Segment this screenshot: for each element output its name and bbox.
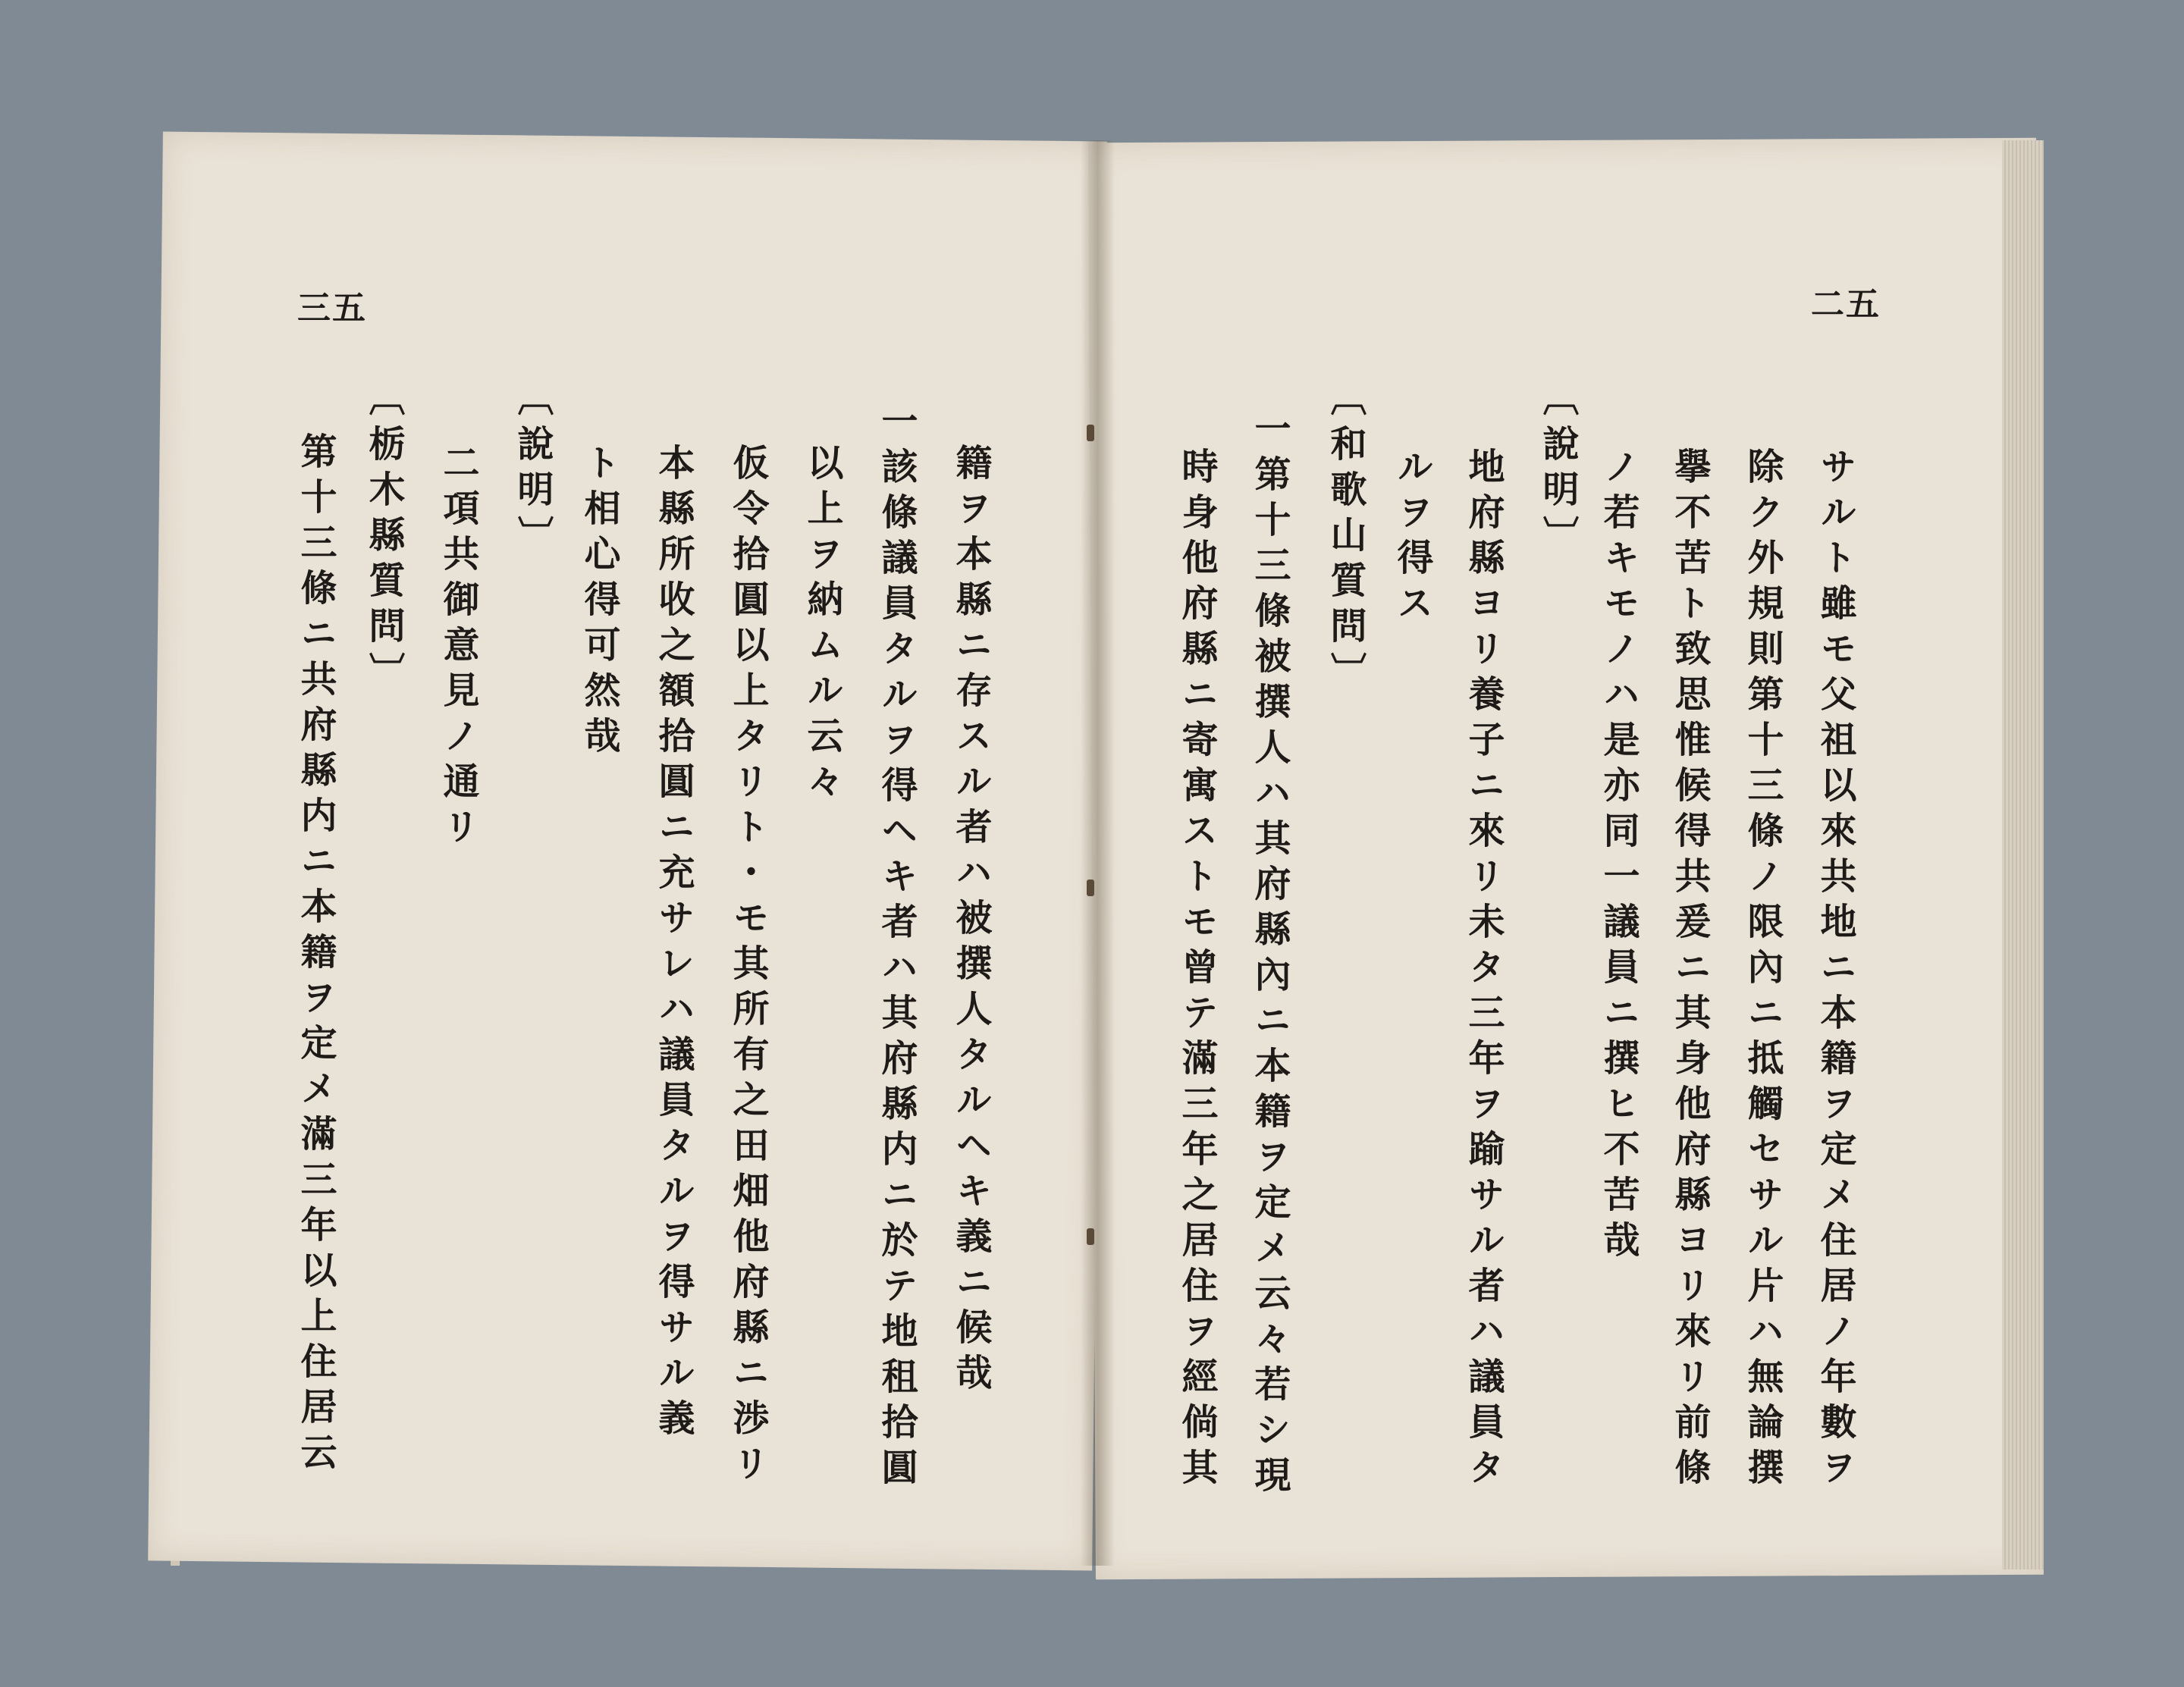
left-column-8: 二項共御意見ノ通リ: [437, 444, 479, 853]
left-heading-explanation: 〔說明〕: [511, 379, 554, 561]
book-gutter: [1081, 140, 1115, 1566]
right-page-number: 二五: [1811, 285, 1881, 324]
binding-stitch: [1087, 425, 1094, 441]
right-column-7: ルヲ得ス: [1391, 447, 1433, 629]
left-column-10: 第十三條ニ共府縣内ニ本籍ヲ定メ滿三年以上住居云: [294, 432, 337, 1478]
binding-stitch: [1087, 880, 1094, 896]
right-column-6: 地府縣ヨリ養子ニ來リ未タ三年ヲ踰サル者ハ議員タ: [1462, 447, 1505, 1494]
left-column-6: ト相心得可然哉: [578, 444, 620, 762]
left-column-3: 以上ヲ納ムル云々: [801, 444, 843, 807]
left-column-5: 本縣所收之額拾圓ニ充サレハ議員タルヲ得サル義: [652, 444, 695, 1444]
left-column-2: 一該條議員タルヲ得ヘキ者ハ其府縣内ニ於テ地租拾圓: [875, 402, 918, 1494]
right-column-2: 除ク外規則第十三條ノ限內ニ抵觸セサル片ハ無論撰: [1741, 447, 1784, 1494]
left-heading-tochigi: 〔栃木縣質問〕: [362, 379, 405, 698]
binding-stitch: [1087, 1228, 1094, 1245]
right-column-1: サルト雖モ父祖以來共地ニ本籍ヲ定メ住居ノ年數ヲ: [1814, 447, 1856, 1494]
right-column-10: 時身他府縣ニ寄寓ストモ曾テ滿三年之居住ヲ經倘其: [1175, 447, 1218, 1494]
right-column-9: 一第十三條被撰人ハ其府縣內ニ本籍ヲ定メ云々若シ現: [1248, 409, 1291, 1501]
right-column-3: 擧不苦ト致思惟候得共爰ニ其身他府縣ヨリ來リ前條: [1668, 447, 1711, 1494]
right-page: [1088, 138, 2044, 1580]
left-page-number: 三五: [297, 289, 367, 328]
right-column-4: ノ若キモノハ是亦同一議員ニ撰ヒ不苦哉: [1597, 447, 1640, 1266]
right-page-edge: [2002, 140, 2044, 1569]
right-heading-wakayama: 〔和歌山質問〕: [1324, 379, 1367, 698]
right-heading-explanation: 〔說明〕: [1536, 379, 1579, 561]
left-column-4: 仮令拾圓以上タリト・モ其所有之田畑他府縣ニ渉リ: [726, 444, 769, 1490]
left-column-1: 籍ヲ本縣ニ存スル者ハ被撰人タルヘキ義ニ候哉: [949, 444, 992, 1399]
